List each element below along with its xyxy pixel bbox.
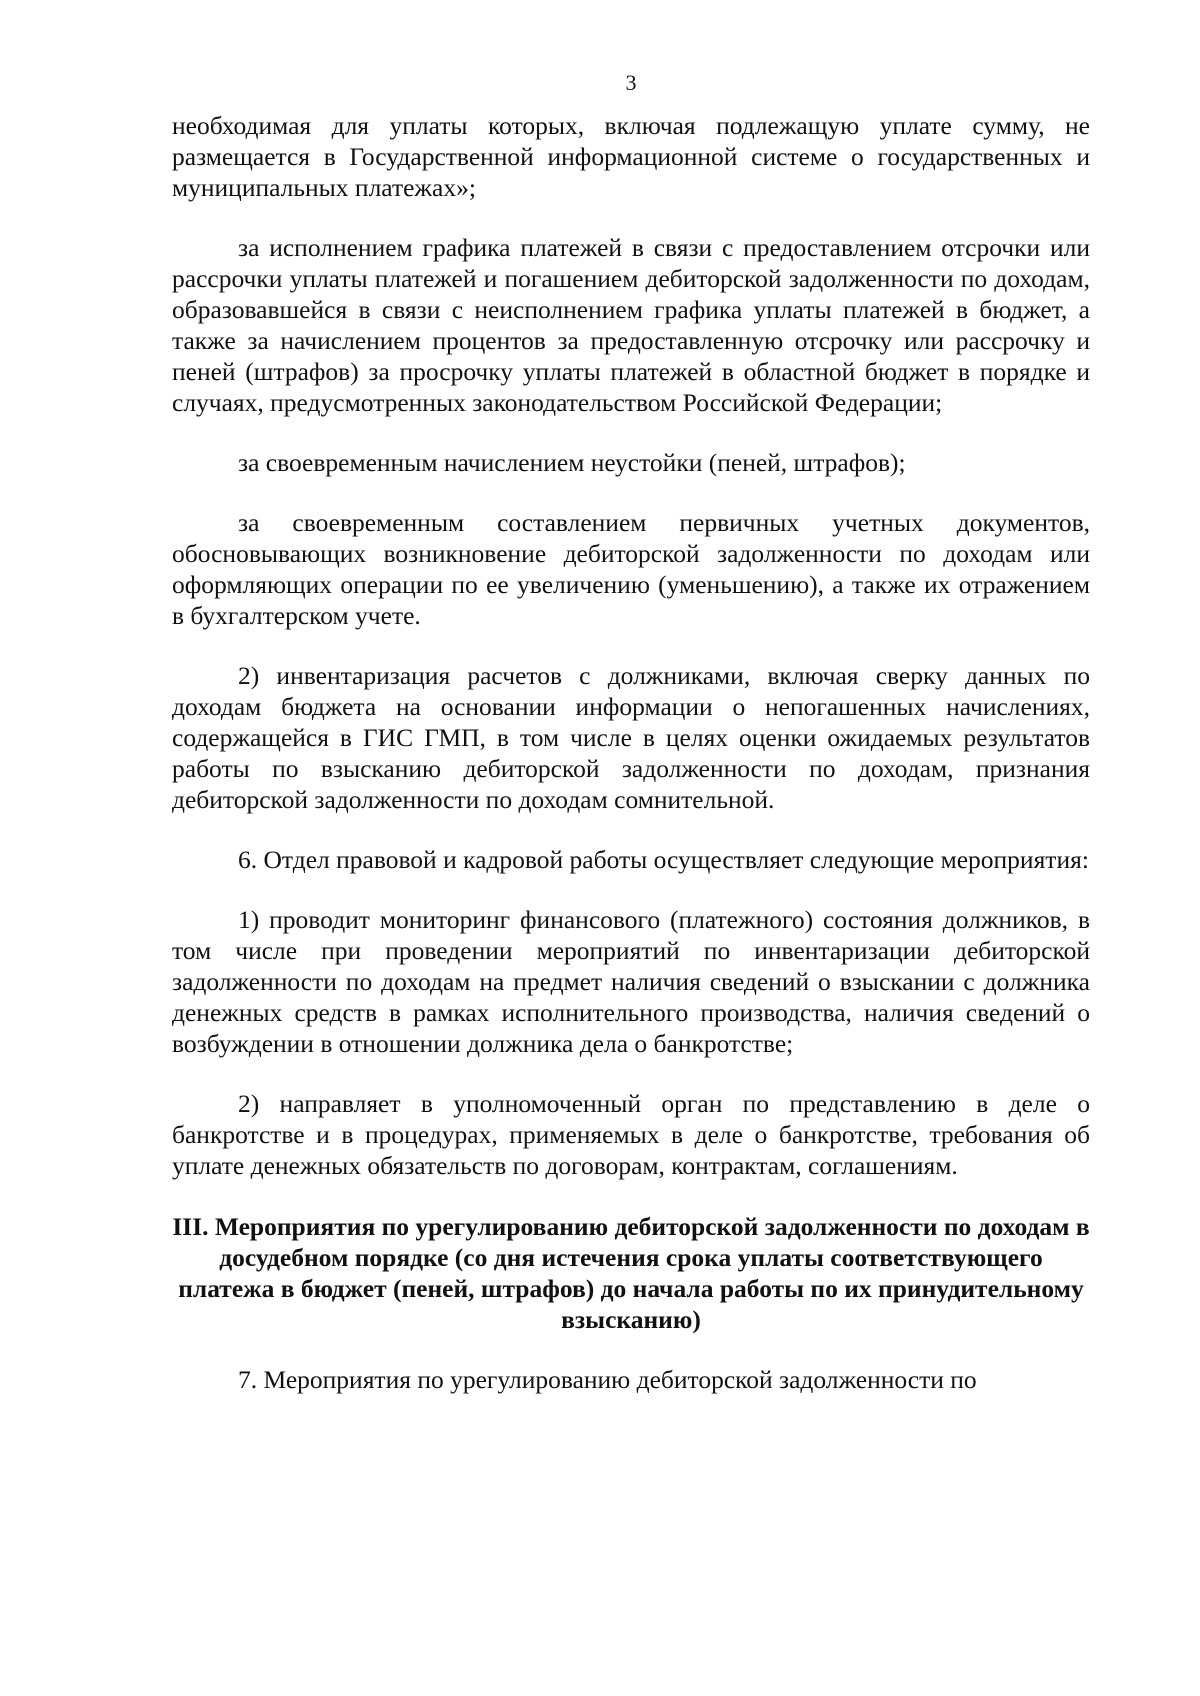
paragraph-item-7: 7. Мероприятия по урегулированию дебиторской задолженности по (238, 1365, 977, 1394)
paragraph-inventory: 2) инвентаризация расчетов с должниками, включая сверку данных по доходам бюджета на основании информации о непогашенных начислениях, содержащейся в ГИС ГМП, в том числе в целях оценки ожидаемых результатов работы по взысканию дебиторской задолженности по доходам, признания дебиторской задолженности по доходам сомнительной. (172, 661, 1090, 814)
paragraph-monitoring: 1) проводит мониторинг финансового (платежного) состояния должников, в том числе при проведении мероприятий по инвентаризации дебиторской задолженности по доходам на предмет наличия сведений о взыскании с должника денежных средств в рамках исполнительного производства, наличия сведений о возбуждении в отношении должника дела о банкротстве; (172, 905, 1090, 1058)
paragraph-primary-documents: за своевременным составлением первичных учетных документов, обосновывающих возникновение дебиторской задолженности по доходам или оформляющих операции по ее увеличению (уменьшению), а также их отражением в бухгалтерском учете. (172, 508, 1090, 630)
page-number: 3 (625, 70, 637, 95)
paragraph-continuation: необходимая для уплаты которых, включая подлежащую уплате сумму, не размещается в Государственной информационной системе о государственных и муниципальных платежах»; (172, 111, 1090, 202)
section-heading-iii: III. Мероприятия по урегулированию дебиторской задолженности по доходам в досудебном порядке (со дня истечения срока уплаты соответствующего платежа в бюджет (пеней, штрафов) до начала работы по их принудительному взысканию) (172, 1212, 1090, 1334)
document-body (172, 110, 1090, 1395)
paragraph-bankruptcy-claims: 2) направляет в уполномоченный орган по представлению в деле о банкротстве и в процедурах, применяемых в деле о банкротстве, требования об уплате денежных обязательств по договорам, контрактам, соглашениям. (172, 1089, 1090, 1180)
paragraph-penalty-accrual: за своевременным начислением неустойки (пеней, штрафов); (238, 448, 906, 477)
paragraph-legal-department: 6. Отдел правовой и кадровой работы осуществляет следующие мероприятия: (238, 845, 1089, 874)
paragraph-payment-schedule: за исполнением графика платежей в связи с предоставлением отсрочки или рассрочки уплаты платежей и погашением дебиторской задолженности по доходам, образовавшейся в связи с неисполнением графика уплаты платежей в бюджет, а также за начислением процентов за предоставленную отсрочку или рассрочку и пеней (штрафов) за просрочку уплаты платежей в областной бюджет в порядке и случаях, предусмотренных законодательством Российской Федерации; (172, 233, 1090, 417)
